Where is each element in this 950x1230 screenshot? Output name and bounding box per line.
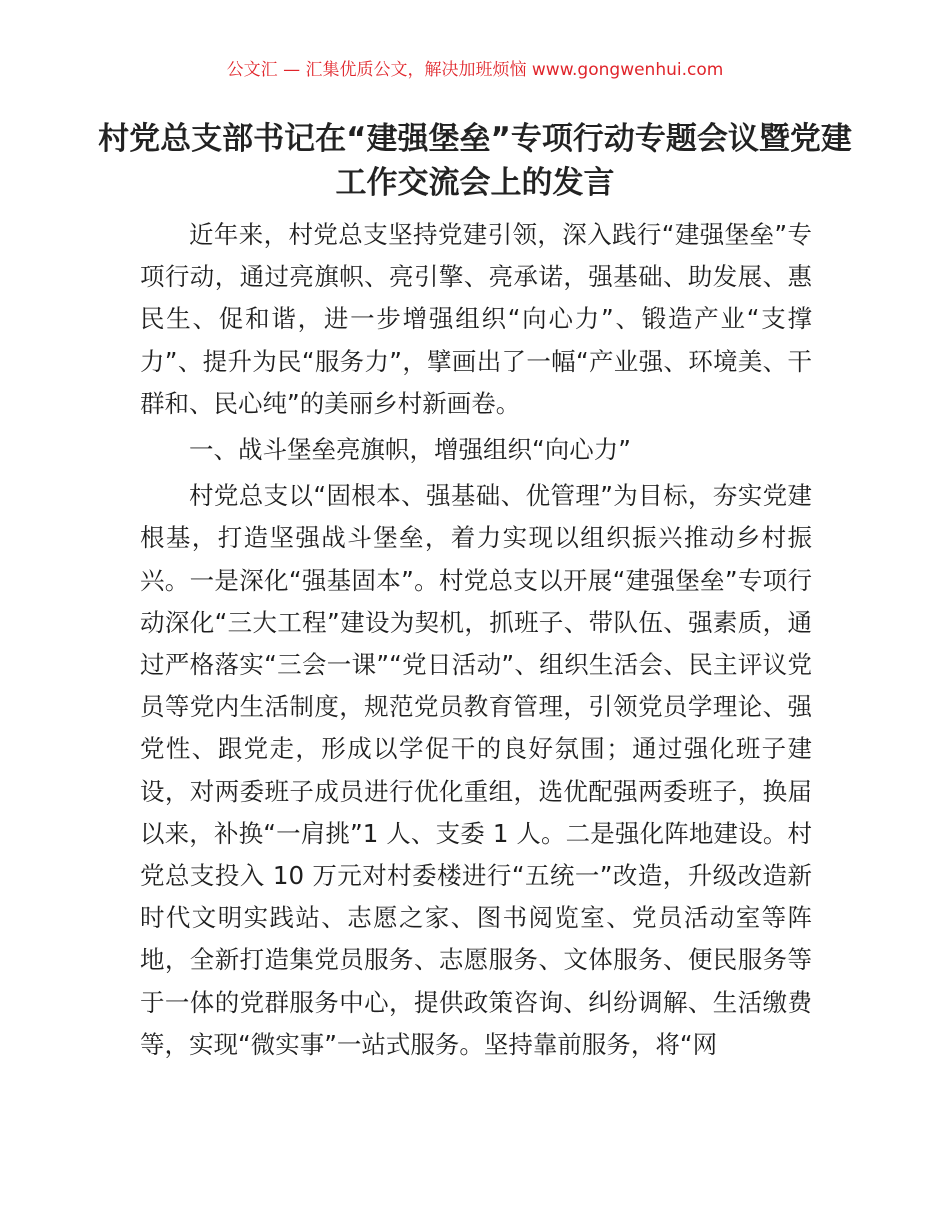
section-heading-1: 一、战斗堡垒亮旗帜，增强组织“向心力” bbox=[189, 435, 631, 465]
document-title: 村党总支部书记在“建强堡垒”专项行动专题会议暨党建工作交流会上的发言 bbox=[98, 121, 852, 201]
site-header-banner: 公文汇 — 汇集优质公文，解决加班烦恼 www.gongwenhui.com bbox=[226, 60, 724, 80]
document-body bbox=[140, 214, 812, 1066]
section-1-paragraph: 村党总支以“固根本、强基础、优管理”为目标，夯实党建根基，打造坚强战斗堡垒，着力实现以组织振兴推动乡村振兴。一是深化“强基固本”。村党总支以开展“建强堡垒”专项行动深化“三大工程”建设为契机，抓班子、带队伍、强素质，通过严格落实“三会一课”“党日活动”、组织生活会、民主评议党员等党内生活制度，规范党员教育管理，引领党员学理论、强党性、跟党走，形成以学促干的良好氛围；通过强化班子建设，对两委班子成员进行优化重组，选优配强两委班子，换届以来，补换“一肩挑”1 人、支委 1 人。二是强化阵地建设。村党总支投入 10 万元对村委楼进行“五统一”改造，升级改造新时代文明实践站、志愿之家、图书阅览室、党员活动室等阵地，全新打造集党员服务、志愿服务、文体服务、便民服务等于一体的党群服务中心，提供政策咨询、纠纷调解、生活缴费等，实现“微实事”一站式服务。坚持靠前服务，将“网 bbox=[140, 481, 812, 1059]
intro-paragraph: 近年来，村党总支坚持党建引领，深入践行“建强堡垒”专项行动，通过亮旗帜、亮引擎、亮承诺，强基础、助发展、惠民生、促和谐，进一步增强组织“向心力”、锻造产业“支撑力”、提升为民“服务力”，擘画出了一幅“产业强、环境美、干群和、民心纯”的美丽乡村新画卷。 bbox=[140, 220, 812, 418]
